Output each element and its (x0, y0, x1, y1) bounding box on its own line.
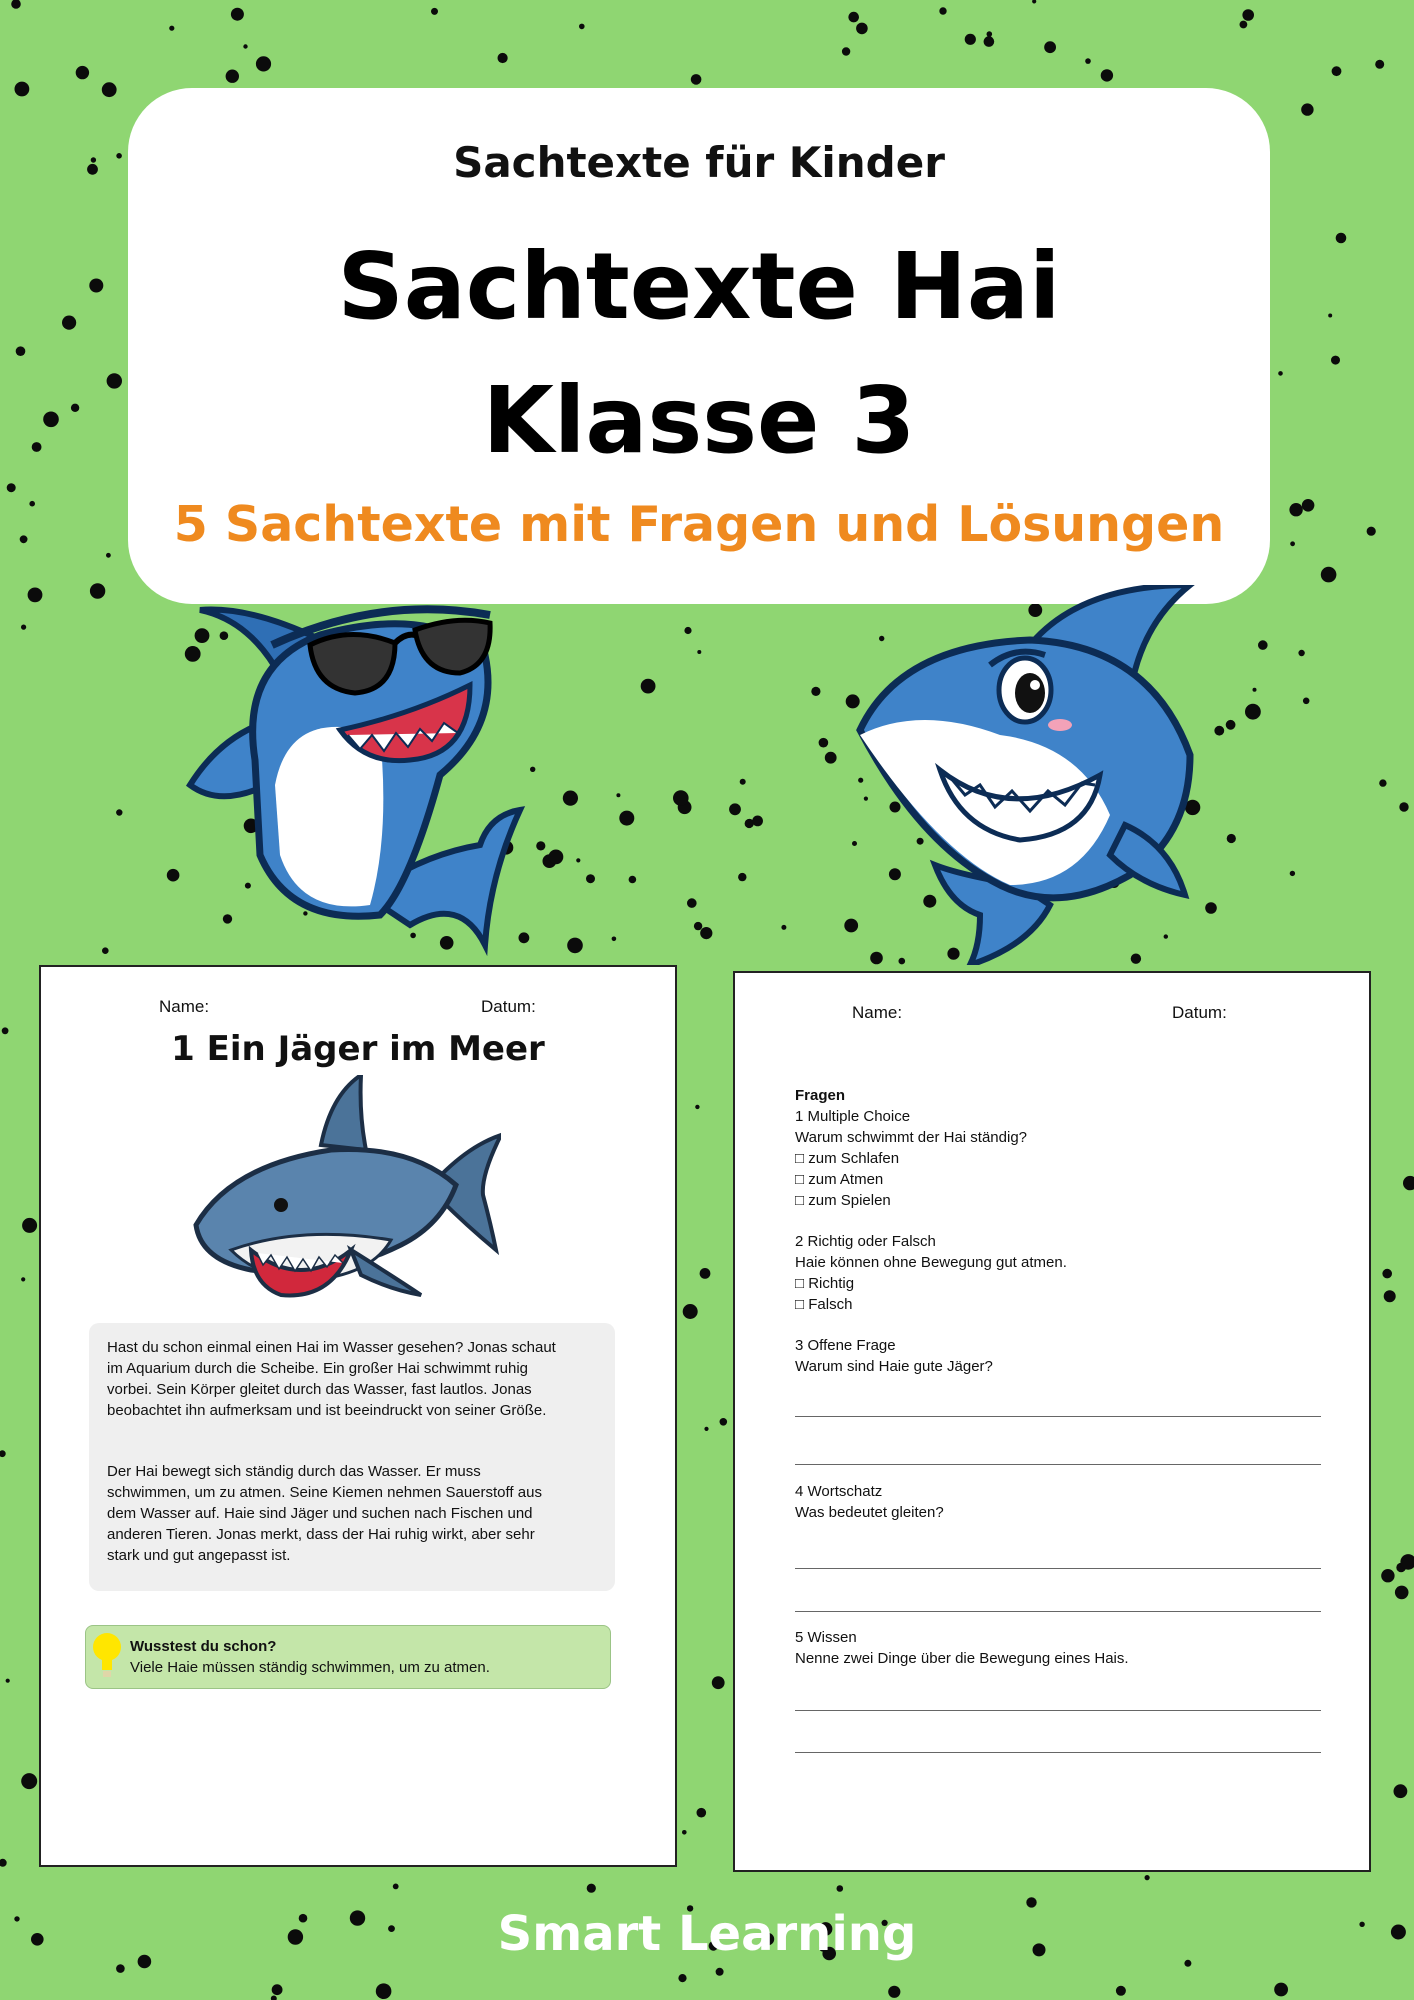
dot (1116, 1986, 1126, 1996)
dot (102, 947, 109, 954)
answer-line[interactable] (795, 1710, 1321, 1711)
dot (21, 625, 26, 630)
dot (1302, 499, 1315, 512)
dot (848, 12, 859, 23)
dot (271, 1996, 277, 2000)
question-5-label: 5 Wissen (795, 1629, 857, 1646)
dot (576, 858, 580, 862)
shark-smiling-illustration (840, 585, 1200, 965)
question-3 (795, 1335, 993, 1377)
dot (1226, 720, 1236, 730)
worksheet-preview-text (39, 965, 677, 1867)
question-2-text: Haie können ohne Bewegung gut atmen. (795, 1254, 1067, 1271)
dot (697, 1808, 707, 1818)
dot (616, 793, 620, 797)
fact-title: Wusstest du schon? (130, 1638, 277, 1655)
dot (62, 316, 76, 330)
dot (1382, 1269, 1392, 1279)
dot (1303, 698, 1310, 705)
date-label: Datum: (481, 997, 536, 1016)
dot (1145, 1875, 1150, 1880)
dot (811, 687, 820, 696)
question-2-label: 2 Richtig oder Falsch (795, 1233, 936, 1250)
dot (393, 1884, 399, 1890)
dot (1205, 902, 1217, 914)
dot (1367, 527, 1376, 536)
dot (579, 24, 585, 30)
main-title (128, 220, 1270, 488)
dot (6, 1679, 10, 1683)
dot (1399, 802, 1408, 811)
dot (1331, 356, 1340, 365)
dot (683, 1304, 698, 1319)
worksheet-preview-questions (733, 971, 1371, 1872)
questions-heading: Fragen (795, 1087, 846, 1104)
question-2 (795, 1231, 1067, 1315)
dot (102, 82, 117, 97)
dot (984, 36, 995, 47)
answer-line[interactable] (795, 1752, 1321, 1753)
answer-line[interactable] (795, 1416, 1321, 1417)
dot (700, 1268, 711, 1279)
dot (1328, 314, 1332, 318)
dot (1395, 1586, 1409, 1600)
dot (431, 8, 438, 15)
dot (1336, 233, 1347, 244)
dot (226, 70, 239, 83)
dot (28, 588, 43, 603)
dot (1278, 371, 1283, 376)
dot (1274, 1983, 1288, 1997)
dot (716, 1968, 724, 1976)
dot (549, 850, 564, 865)
dot (1085, 58, 1091, 64)
dot (687, 898, 697, 908)
dot (0, 1859, 7, 1867)
brand-footer: Smart Learning (497, 1906, 917, 1962)
question-4 (795, 1481, 944, 1523)
question-1 (795, 1085, 1027, 1211)
dot (536, 841, 545, 850)
dot (691, 74, 702, 85)
dot (29, 501, 35, 507)
name-label: Name: (852, 1003, 903, 1022)
checkbox-option[interactable]: □ zum Schlafen (795, 1150, 900, 1167)
dot (11, 0, 21, 9)
dot (7, 483, 16, 492)
title-card (128, 88, 1270, 604)
checkbox-option[interactable]: □ zum Spielen (795, 1192, 891, 1209)
dot (837, 1885, 844, 1892)
dot (1289, 503, 1302, 516)
dot (20, 535, 28, 543)
dot (116, 1964, 125, 1973)
dot (697, 650, 701, 654)
dot (16, 346, 26, 356)
dot (32, 442, 42, 452)
dot (243, 44, 247, 48)
dot (673, 790, 689, 806)
dot (738, 873, 746, 881)
dot (939, 7, 946, 14)
checkbox-option[interactable]: □ Falsch (795, 1296, 853, 1313)
dot (694, 922, 702, 930)
dot (684, 627, 691, 634)
realistic-shark-illustration (191, 1075, 501, 1315)
answer-line[interactable] (795, 1464, 1321, 1465)
dot (567, 938, 583, 954)
dot (43, 412, 59, 428)
dot (1253, 688, 1257, 692)
checkbox-option[interactable]: □ Richtig (795, 1275, 855, 1292)
question-4-label: 4 Wortschatz (795, 1483, 883, 1500)
dot (629, 876, 637, 884)
dot (587, 1884, 596, 1893)
did-you-know-box (85, 1625, 611, 1689)
dot (842, 47, 850, 55)
dot (729, 803, 741, 815)
dot (76, 66, 89, 79)
dot (116, 153, 122, 159)
dot (720, 1418, 728, 1426)
dot (87, 164, 98, 175)
dot (740, 779, 746, 785)
dot (231, 8, 244, 21)
dot (1290, 871, 1295, 876)
dot (71, 404, 79, 412)
dot (167, 869, 180, 882)
title-line-2: Klasse 3 (482, 367, 916, 474)
dot (376, 1983, 392, 1999)
dot (1298, 650, 1304, 656)
checkbox-option[interactable]: □ zum Atmen (795, 1171, 884, 1188)
date-label: Datum: (1172, 1003, 1227, 1022)
dot (1403, 1176, 1414, 1190)
dot (1290, 541, 1295, 546)
dot (22, 1218, 37, 1233)
dot (498, 53, 508, 63)
dot (169, 26, 174, 31)
dot (1321, 567, 1337, 583)
dot (641, 679, 656, 694)
question-1-label: 1 Multiple Choice (795, 1108, 911, 1125)
dot (1301, 103, 1313, 115)
dot (90, 583, 105, 598)
question-1-text: Warum schwimmt der Hai ständig? (795, 1129, 1028, 1146)
dot (712, 1676, 725, 1689)
dot (586, 874, 595, 883)
dot (256, 56, 271, 71)
dot (1381, 1569, 1394, 1582)
dot (888, 1986, 900, 1998)
dot (563, 791, 578, 806)
dot (682, 1830, 687, 1835)
dot (1394, 1784, 1408, 1798)
name-label: Name: (159, 997, 210, 1016)
dot (21, 1277, 25, 1281)
question-3-text: Warum sind Haie gute Jäger? (795, 1358, 993, 1375)
dot (89, 279, 103, 293)
dot (1240, 21, 1248, 29)
dot (819, 738, 829, 748)
series-subtitle: Sachtexte für Kinder (453, 138, 945, 187)
dot (91, 157, 96, 162)
dot (825, 752, 837, 764)
dot (21, 1773, 37, 1789)
dot (1214, 726, 1224, 736)
dot (856, 23, 868, 35)
dot (1242, 9, 1254, 21)
dot (612, 937, 617, 942)
dot (1379, 779, 1386, 786)
fact-text: Viele Haie müssen ständig schwimmen, um zu atmen. (130, 1659, 490, 1676)
question-3-label: 3 Offene Frage (795, 1337, 896, 1354)
dot (530, 767, 535, 772)
question-5 (795, 1627, 1129, 1669)
answer-line[interactable] (795, 1611, 1321, 1612)
answer-line[interactable] (795, 1568, 1321, 1569)
dot (1245, 704, 1261, 720)
dot (106, 553, 111, 558)
shark-sunglasses-illustration (180, 585, 530, 970)
dot (700, 927, 712, 939)
dot (781, 925, 786, 930)
dot (1032, 0, 1036, 3)
dot (1332, 66, 1342, 76)
question-5-text: Nenne zwei Dinge über die Bewegung eines Hais. (795, 1650, 1129, 1667)
reading-paragraph-2: Der Hai bewegt sich ständig durch das Wasser. Er muss schwimmen, um zu atmen. Seine Kiemen nehmen Sauerstoff aus dem Wasser auf. Haie sind Jäger und suchen nach Fischen und anderen Tieren. Jonas merkt, dass der Hai ruhig wirkt, aber sehr stark und gut angepasst ist. (107, 1463, 542, 1564)
dot (1258, 640, 1268, 650)
dot (1375, 60, 1384, 69)
dot (1227, 834, 1236, 843)
dot (1044, 41, 1056, 53)
tagline: 5 Sachtexte mit Fragen und Lösungen (173, 496, 1225, 553)
dot (0, 1450, 6, 1457)
title-line-1: Sachtexte Hai (337, 233, 1061, 340)
dot (752, 816, 763, 827)
dot (987, 31, 993, 37)
dot (704, 1427, 708, 1431)
lightbulb-icon (92, 1632, 122, 1680)
dot (619, 811, 634, 826)
dot (15, 82, 30, 97)
dot (1384, 1290, 1396, 1302)
dot (695, 1105, 699, 1109)
reading-paragraph-1: Hast du schon einmal einen Hai im Wasser gesehen? Jonas schaut im Aquarium durch die Scheibe. Ein großer Hai schwimmt ruhig vorbei. Sein Körper gleitet durch das Wasser, fast lautlos. Jonas beobachtet ihn aufmerksam und ist beeindruckt von seiner Größe. (107, 1339, 556, 1419)
dot (107, 373, 122, 388)
dot (965, 34, 976, 45)
dot (1101, 69, 1113, 81)
dot (678, 1974, 686, 1982)
question-4-text: Was bedeutet gleiten? (795, 1504, 944, 1521)
dot (272, 1984, 283, 1995)
dot (2, 1027, 9, 1034)
worksheet-title: 1 Ein Jäger im Meer (171, 1029, 545, 1069)
dot (116, 809, 122, 815)
reading-text-box (89, 1323, 615, 1591)
